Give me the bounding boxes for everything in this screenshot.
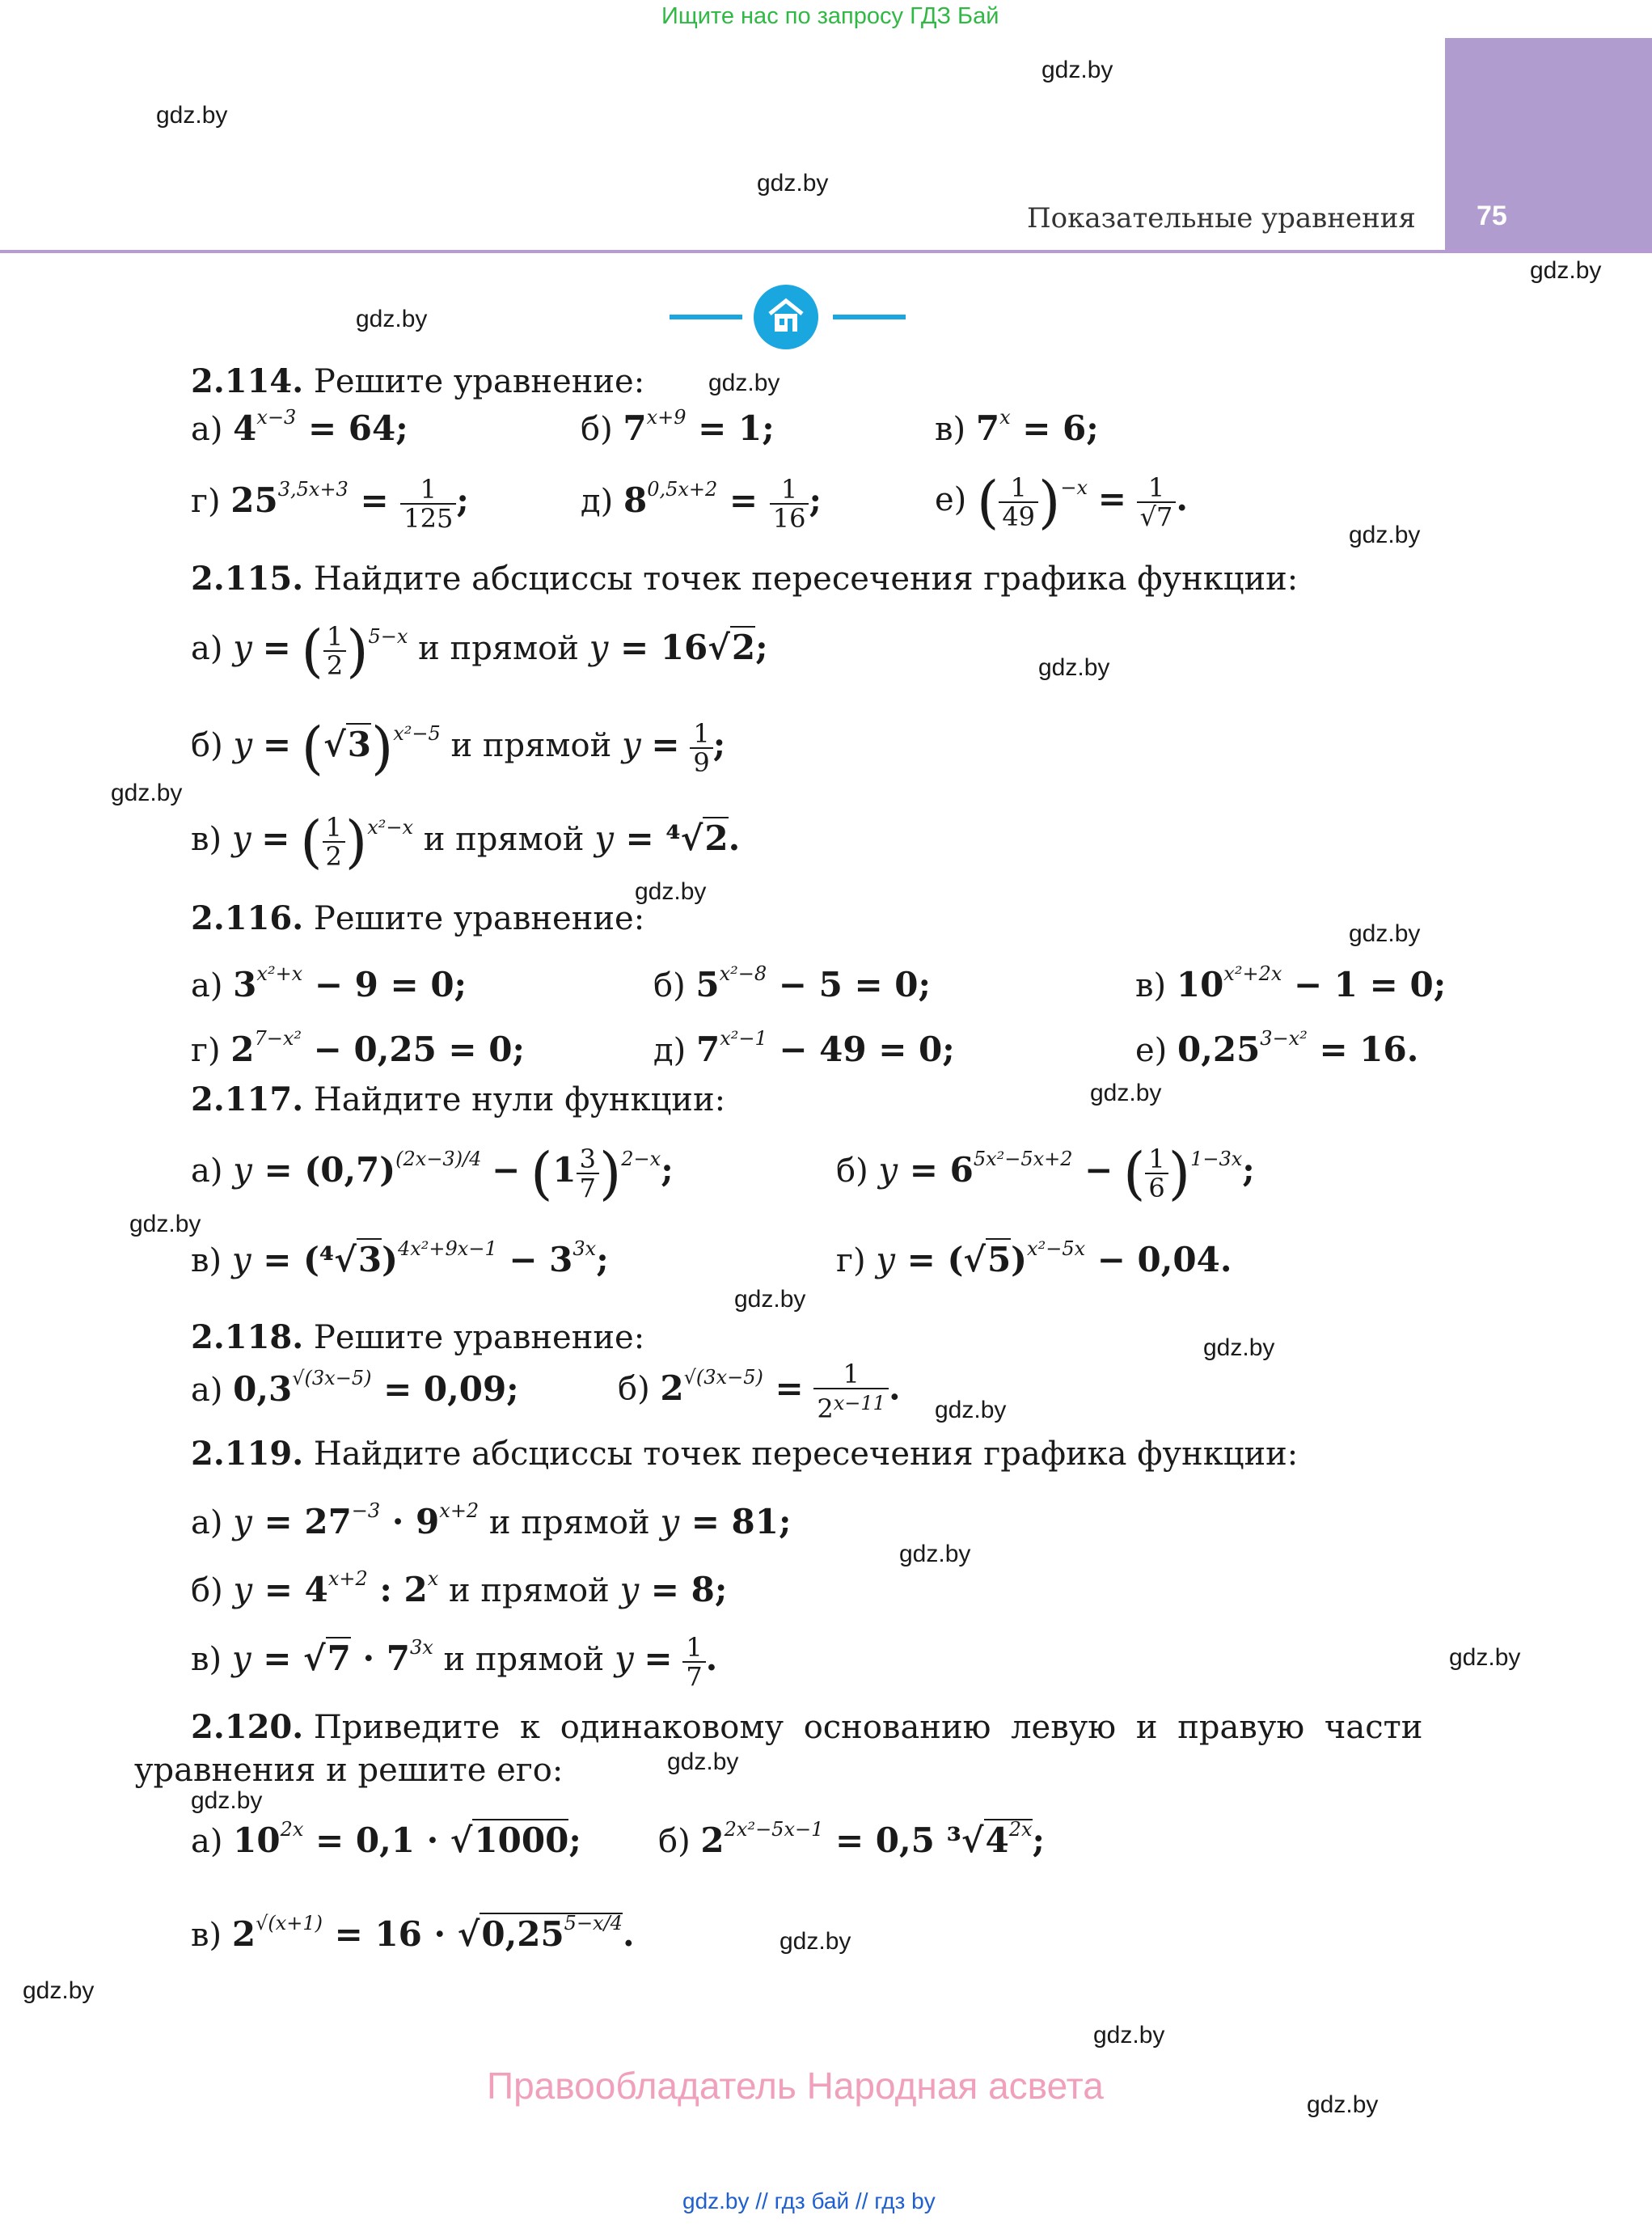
watermark: gdz.by (708, 370, 780, 396)
item-label: б) (836, 1152, 868, 1190)
exercise-row: в) $7^x = 6$; (935, 406, 1099, 448)
item-label: а) (191, 630, 223, 667)
problem-number: 2.118. (191, 1318, 304, 1356)
problem-text: Найдите нули функции: (313, 1081, 726, 1118)
watermark: gdz.by (757, 170, 829, 197)
exercise-row: б) $7^{x+9} = 1$; (581, 406, 775, 448)
copyright-notice: Правообладатель Народная асвета (487, 2065, 1104, 2107)
watermark: gdz.by (1530, 257, 1602, 284)
exercise-row: е) ( $\frac{1}{49}$ )$^{-x}$ = $\frac{1}{√7}$ . (935, 469, 1189, 535)
watermark: gdz.by (1349, 522, 1421, 548)
problem-text: Решите уравнение: (313, 900, 645, 937)
exercise-row: а) $y = (0,7)^{(2x-3)/4} - (1$ $\frac{3}{7}$ )$^{2-x}$; (191, 1140, 674, 1207)
watermark: gdz.by (129, 1211, 201, 1237)
item-label: б) (658, 1823, 691, 1860)
item-label: б) (618, 1370, 650, 1408)
item-label: б) (653, 967, 686, 1004)
watermark: gdz.by (734, 1286, 806, 1313)
item-label: в) (1135, 967, 1167, 1004)
phrase: и прямой (418, 630, 579, 667)
watermark: gdz.by (935, 1397, 1007, 1423)
watermark: gdz.by (667, 1748, 739, 1775)
item-label: в) (191, 1242, 222, 1279)
problem-2-119-heading (191, 1435, 1298, 1473)
item-label: а) (191, 1372, 223, 1409)
exercise-row: а) $4^{x-3} = 64$; (191, 406, 408, 448)
exercise-row: в) $10^{x^2+2x} - 1 = 0$; (1135, 962, 1447, 1004)
item-label: б) (581, 411, 613, 448)
item-label: д) (581, 483, 614, 520)
watermark: gdz.by (1449, 1644, 1521, 1671)
exercise-row: б) $5^{x^2-8} - 5 = 0$; (653, 962, 932, 1004)
watermark: gdz.by (1090, 1080, 1162, 1106)
exercise-row: б) $y = 4^{x+2}$ : 2$^x$ и прямой y = 8; (191, 1567, 728, 1609)
item-label: б) (191, 727, 223, 764)
exercise-row: а) $y = 27^{-3} \cdot 9^{x+2}$ и прямой y = 81; (191, 1499, 792, 1541)
watermark: gdz.by (1038, 654, 1110, 681)
page-header-title: Показательные уравнения (1027, 202, 1416, 235)
item-label: в) (191, 1917, 222, 1954)
problem-2-114-heading (191, 362, 644, 400)
phrase: и прямой (488, 1504, 650, 1541)
phrase: и прямой (450, 727, 612, 764)
exercise-row: б) $y = (√3)^{x^2-5}$ и прямой y = $\frac{1}{9}$ ; (191, 715, 726, 781)
exercise-row: д) $8^{0,5x+2}$ = $\frac{1}{16}$ ; (581, 474, 822, 534)
watermark: gdz.by (1349, 920, 1421, 947)
watermark: gdz.by (899, 1541, 971, 1567)
home-line-left (670, 315, 742, 319)
problem-2-116-heading (191, 899, 644, 937)
phrase: и прямой (448, 1572, 610, 1609)
phrase: и прямой (423, 821, 585, 858)
exercise-row: в) $2^{√(x+1)} = 16 \cdot √0,25^{5-x/4}$. (191, 1912, 635, 1954)
page-number: 75 (1477, 201, 1507, 231)
watermark: gdz.by (1307, 2091, 1379, 2118)
problem-2-120-heading (191, 1708, 1422, 1746)
item-label: а) (191, 1823, 223, 1860)
problem-number: 2.120. (191, 1708, 304, 1746)
exercise-row: б) $2^{2x^2-5x-1} = 0,5$ $^3√4^{2x}$; (658, 1818, 1046, 1860)
exercise-row: б) $y = 6^{5x^2-5x+2}$ − ( $\frac{1}{6}$ )$^{1-3x}$; (836, 1140, 1255, 1207)
item-label: д) (653, 1032, 687, 1069)
footer-links[interactable]: gdz.by // гдз бай // гдз by (682, 2188, 936, 2213)
problem-number: 2.117. (191, 1080, 304, 1118)
item-label: в) (191, 1641, 222, 1678)
problem-2-117-heading (191, 1080, 725, 1118)
problem-2-118-heading (191, 1318, 644, 1356)
watermark: gdz.by (111, 780, 183, 806)
watermark: gdz.by (780, 1928, 851, 1955)
problem-text: Найдите абсциссы точек пересечения графика функции: (313, 1435, 1299, 1473)
exercise-row: г) $25^{3,5x+3}$ = $\frac{1}{125}$ ; (191, 474, 469, 534)
exercise-row: а) y = ( $\frac{1}{2}$ )$^{5-x}$ и прямой y = 16√2; (191, 618, 768, 684)
watermark: gdz.by (356, 306, 428, 332)
exercise-row: г) $2^{7-x^2} - 0,25 = 0$; (191, 1027, 525, 1069)
problem-number: 2.115. (191, 560, 304, 598)
item-label: а) (191, 411, 223, 448)
problem-2-115-heading (191, 560, 1298, 598)
top-search-hint[interactable]: Ищите нас по запросу ГДЗ Бай (661, 3, 999, 29)
exercise-row: е) $0,25^{3-x^2} = 16$. (1135, 1027, 1419, 1069)
item-label: в) (935, 411, 966, 448)
problem-2-120-text-line2: уравнения и решите его: (134, 1752, 564, 1789)
problem-number: 2.114. (191, 362, 304, 400)
exercise-row: д) $7^{x^2-1} - 49 = 0$; (653, 1027, 955, 1069)
watermark: gdz.by (1093, 2022, 1165, 2049)
watermark: gdz.by (635, 878, 707, 905)
problem-text: Найдите абсциссы точек пересечения графика функции: (313, 560, 1299, 598)
exercise-row: а) $10^{2x} = 0,1 \cdot √1000$; (191, 1818, 581, 1860)
item-label: а) (191, 1152, 223, 1190)
item-label: а) (191, 1504, 223, 1541)
header-divider (0, 250, 1652, 253)
exercise-row: в) $y = (^4√3)^{4x^2+9x-1} - 3^{3x}$; (191, 1237, 609, 1279)
exercise-row: а) $3^{x^2+x} - 9 = 0$; (191, 962, 467, 1004)
item-label: в) (191, 821, 222, 858)
watermark: gdz.by (1203, 1334, 1275, 1361)
watermark: gdz.by (1041, 57, 1113, 83)
house-icon (767, 296, 805, 336)
exercise-row: б) $2^{√(3x-5)}$ = $\frac{1}{2^{x-11}}$ . (618, 1359, 901, 1424)
problem-number: 2.116. (191, 899, 304, 937)
problem-text: Решите уравнение: (313, 363, 645, 400)
item-label: г) (191, 1032, 221, 1069)
item-label: г) (836, 1242, 866, 1279)
problem-number: 2.119. (191, 1435, 304, 1473)
item-label: б) (191, 1572, 223, 1609)
exercise-row: г) $y = (√5)^{x^2-5x} - 0,04$. (836, 1237, 1232, 1279)
item-label: г) (191, 483, 221, 520)
watermark: gdz.by (23, 1977, 95, 2004)
item-label: а) (191, 967, 223, 1004)
phrase: и прямой (443, 1641, 605, 1678)
problem-text: Приведите к одинаковому основанию левую и правую части (313, 1709, 1423, 1746)
item-label: е) (1135, 1032, 1168, 1069)
watermark: gdz.by (191, 1787, 263, 1814)
home-line-right (833, 315, 906, 319)
exercise-row: а) $0,3^{√(3x-5)} = 0,09$; (191, 1367, 519, 1409)
item-label: е) (935, 481, 967, 518)
exercise-row: в) $y = √7 \cdot 7^{3x}$ и прямой y = $\frac{1}{7}$ . (191, 1632, 718, 1692)
exercise-row: в) y = ( $\frac{1}{2}$ )$^{x^2-x}$ и прямой y = ⁴√2. (191, 809, 741, 875)
watermark: gdz.by (156, 102, 228, 129)
problem-text: Решите уравнение: (313, 1319, 645, 1356)
